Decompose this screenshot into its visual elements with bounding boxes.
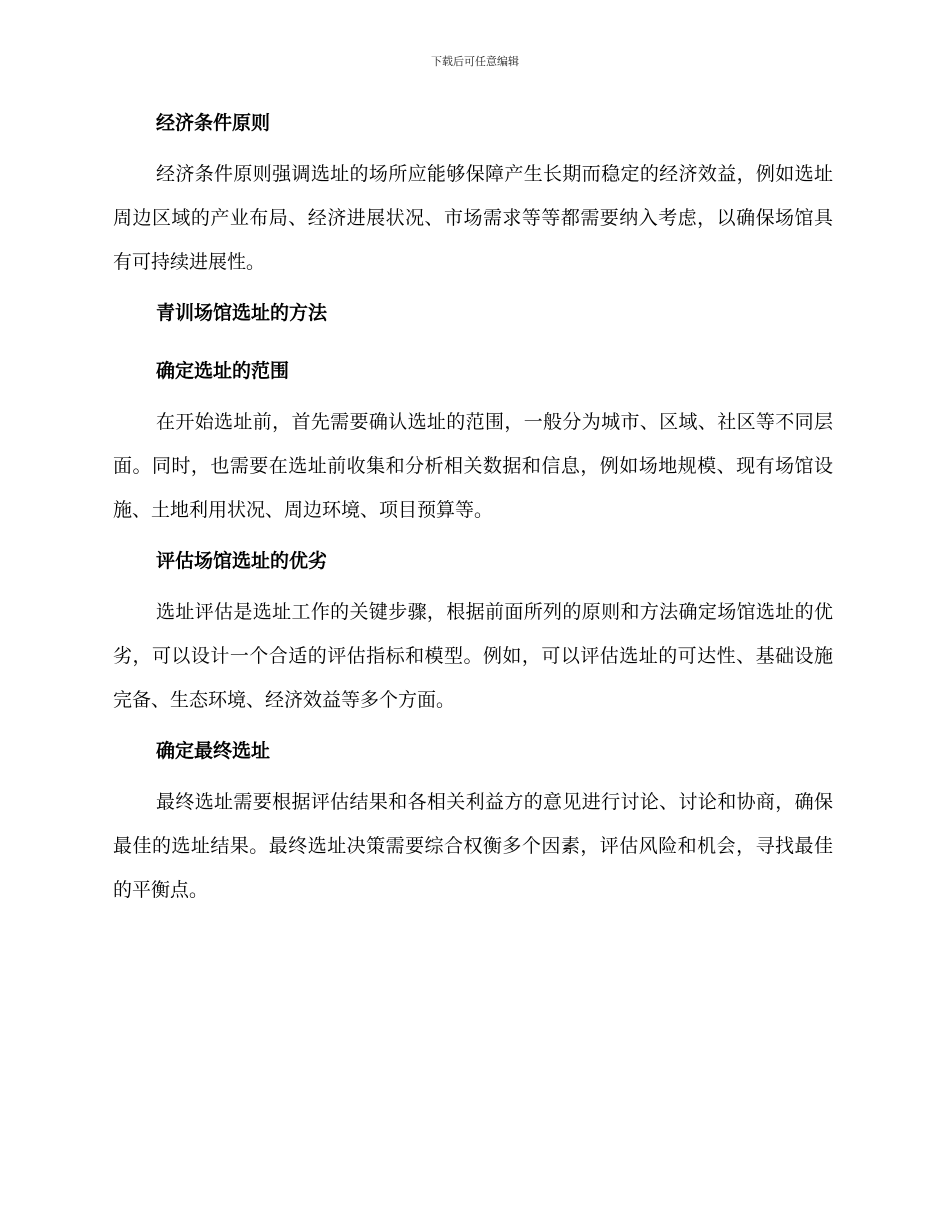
section-heading-site-methods: 青训场馆选址的方法 xyxy=(156,302,328,324)
section-heading-evaluate-site: 评估场馆选址的优劣 xyxy=(156,550,328,572)
document-body xyxy=(113,108,833,912)
section-heading-final-site: 确定最终选址 xyxy=(156,740,271,762)
section-heading-determine-scope: 确定选址的范围 xyxy=(156,360,290,382)
section-heading-economic-principle: 经济条件原则 xyxy=(156,112,271,134)
paragraph-evaluate-site: 选址评估是选址工作的关键步骤，根据前面所列的原则和方法确定场馆选址的优劣，可以设计一个合适的评估指标和模型。例如，可以评估选址的可达性、基础设施完备、生态环境、经济效益等多个方面。 xyxy=(113,601,833,711)
paragraph-economic-principle: 经济条件原则强调选址的场所应能够保障产生长期而稳定的经济效益，例如选址周边区域的产业布局、经济进展状况、市场需求等等都需要纳入考虑，以确保场馆具有可持续进展性。 xyxy=(113,163,833,273)
paragraph-determine-scope: 在开始选址前，首先需要确认选址的范围，一般分为城市、区域、社区等不同层面。同时，也需要在选址前收集和分析相关数据和信息，例如场地规模、现有场馆设施、土地利用状况、周边环境、项目预算等。 xyxy=(113,411,833,521)
page-header-note: 下载后可任意编辑 xyxy=(431,55,519,68)
paragraph-final-site: 最终选址需要根据评估结果和各相关利益方的意见进行讨论、讨论和协商，确保最佳的选址结果。最终选址决策需要综合权衡多个因素，评估风险和机会，寻找最佳的平衡点。 xyxy=(113,791,833,901)
